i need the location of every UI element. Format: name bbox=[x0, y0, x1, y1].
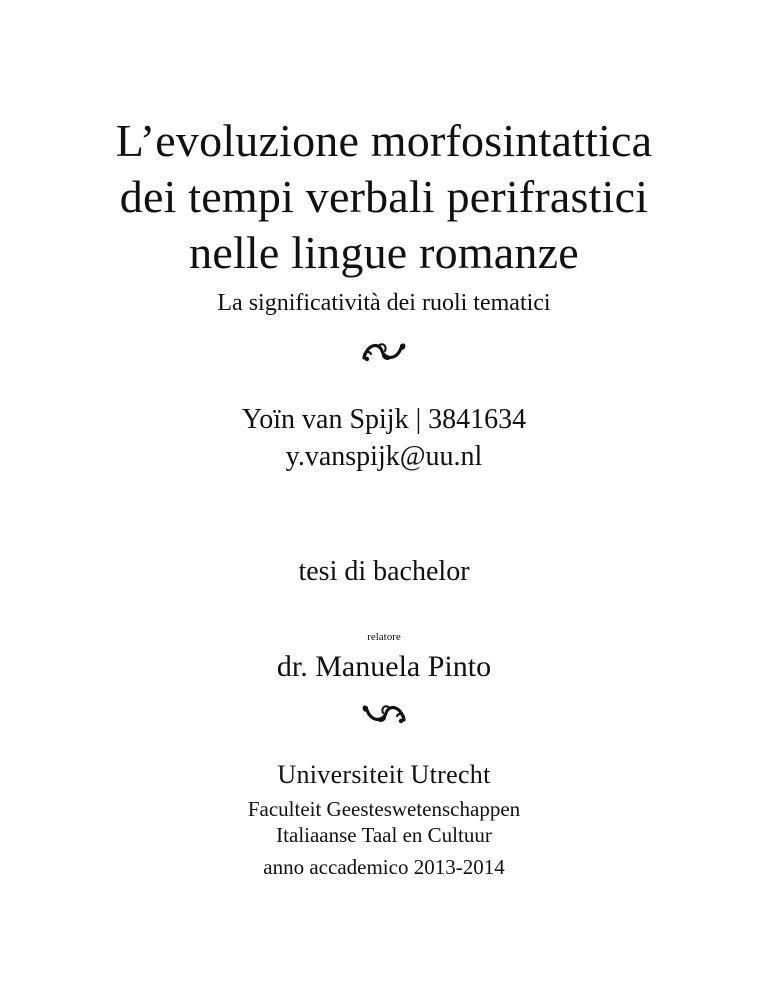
fleuron-ornament-icon bbox=[0, 338, 768, 364]
subtitle: La significatività dei ruoli tematici bbox=[217, 290, 551, 316]
title-line-1: L’evoluzione morfosintattica bbox=[115, 115, 653, 166]
supervisor-name: dr. Manuela Pinto bbox=[276, 650, 492, 683]
author-email: y.vanspijk@uu.nl bbox=[285, 441, 483, 472]
department-name: Italiaanse Taal en Cultuur bbox=[276, 823, 492, 847]
academic-year: anno accademico 2013-2014 bbox=[263, 855, 505, 879]
thesis-type: tesi di bachelor bbox=[298, 556, 470, 587]
title-line-2: dei tempi verbali perifrastici bbox=[119, 171, 649, 222]
title-line-3: nelle lingue romanze bbox=[189, 227, 579, 278]
fleuron-ornament-icon bbox=[0, 700, 768, 726]
supervisor-label: relatore bbox=[367, 631, 401, 643]
faculty-name: Faculteit Geesteswetenschappen bbox=[247, 797, 521, 821]
author-line: Yoïn van Spijk | 3841634 bbox=[241, 404, 527, 435]
university-name: Universiteit Utrecht bbox=[277, 760, 491, 789]
